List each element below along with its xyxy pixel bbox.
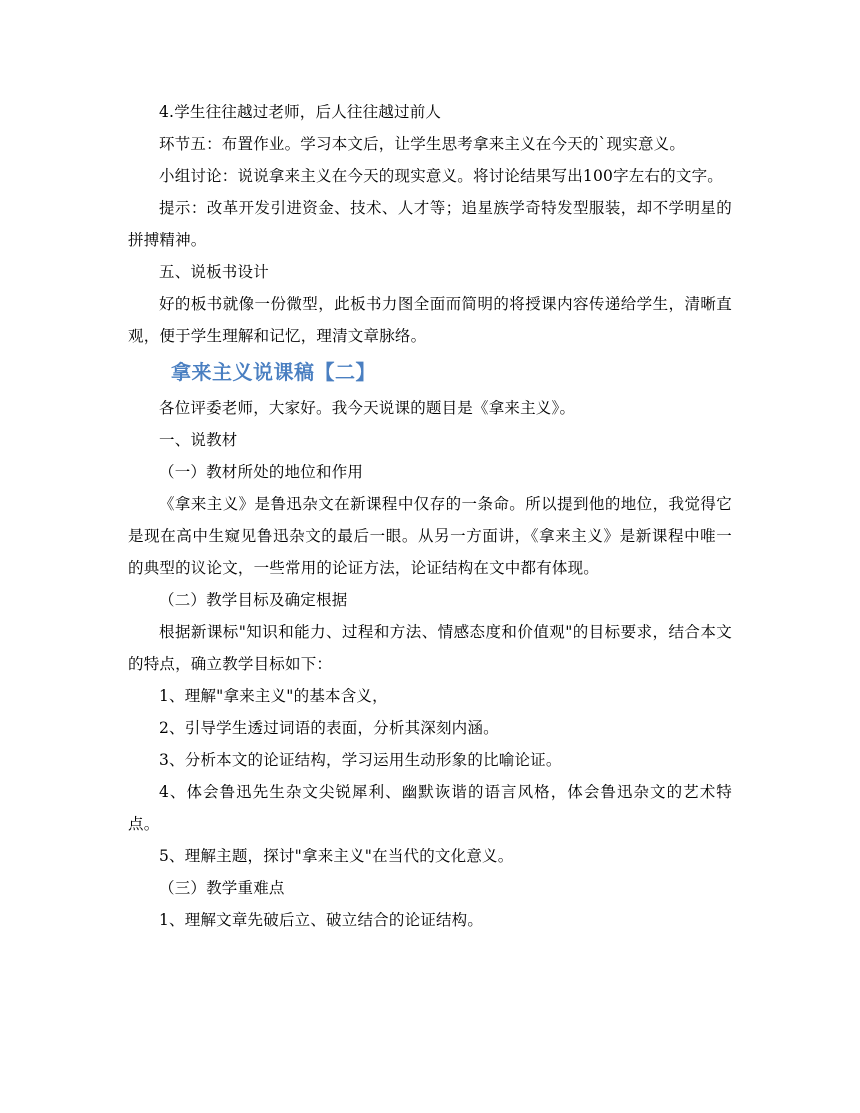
list-item: 3、分析本文的论证结构，学习运用生动形象的比喻论证。 — [159, 751, 562, 769]
subsection-title: （三）教学重难点 — [159, 879, 285, 897]
list-item: 4、体会鲁迅先生杂文尖锐犀利、幽默诙谐的语言风格，体会鲁迅杂文的艺术特点。 — [128, 783, 732, 833]
paragraph: 《拿来主义》是鲁迅杂文在新课程中仅存的一条命。所以提到他的地位，我觉得它是现在高中生窥见鲁迅杂文的最后一眼。从另一方面讲，《拿来主义》是新课程中唯一的典型的议论文，一些常用的论证方法，论证结构在文中都有体现。 — [128, 495, 732, 577]
list-item: 1、理解文章先破后立、破立结合的论证结构。 — [159, 911, 484, 929]
document-body — [128, 96, 732, 936]
section-title: 一、说教材 — [159, 431, 238, 449]
subsection-title: （一）教材所处的地位和作用 — [159, 463, 364, 481]
section-title: 五、说板书设计 — [159, 263, 269, 281]
subsection-title: （二）教学目标及确定根据 — [159, 591, 348, 609]
section-heading: 拿来主义说课稿【二】 — [171, 360, 376, 384]
list-item: 5、理解主题，探讨"拿来主义"在当代的文化意义。 — [159, 847, 514, 865]
paragraph: 各位评委老师，大家好。我今天说课的题目是《拿来主义》。 — [159, 399, 576, 417]
paragraph: 根据新课标"知识和能力、过程和方法、情感态度和价值观"的目标要求，结合本文的特点，确立教学目标如下： — [128, 623, 732, 673]
paragraph: 环节五：布置作业。学习本文后，让学生思考拿来主义在今天的`现实意义。 — [159, 135, 686, 153]
paragraph: 4.学生往往越过老师，后人往往越过前人 — [159, 103, 442, 121]
paragraph: 小组讨论：说说拿来主义在今天的现实意义。将讨论结果写出100字左右的文字。 — [159, 167, 723, 185]
paragraph: 提示：改革开发引进资金、技术、人才等；追星族学奇特发型服装，却不学明星的拼搏精神。 — [128, 199, 732, 249]
paragraph: 好的板书就像一份微型，此板书力图全面而简明的将授课内容传递给学生，清晰直观，便于学生理解和记忆，理清文章脉络。 — [128, 295, 732, 345]
list-item: 2、引导学生透过词语的表面，分析其深刻内涵。 — [159, 719, 499, 737]
list-item: 1、理解"拿来主义"的基本含义， — [159, 687, 388, 705]
